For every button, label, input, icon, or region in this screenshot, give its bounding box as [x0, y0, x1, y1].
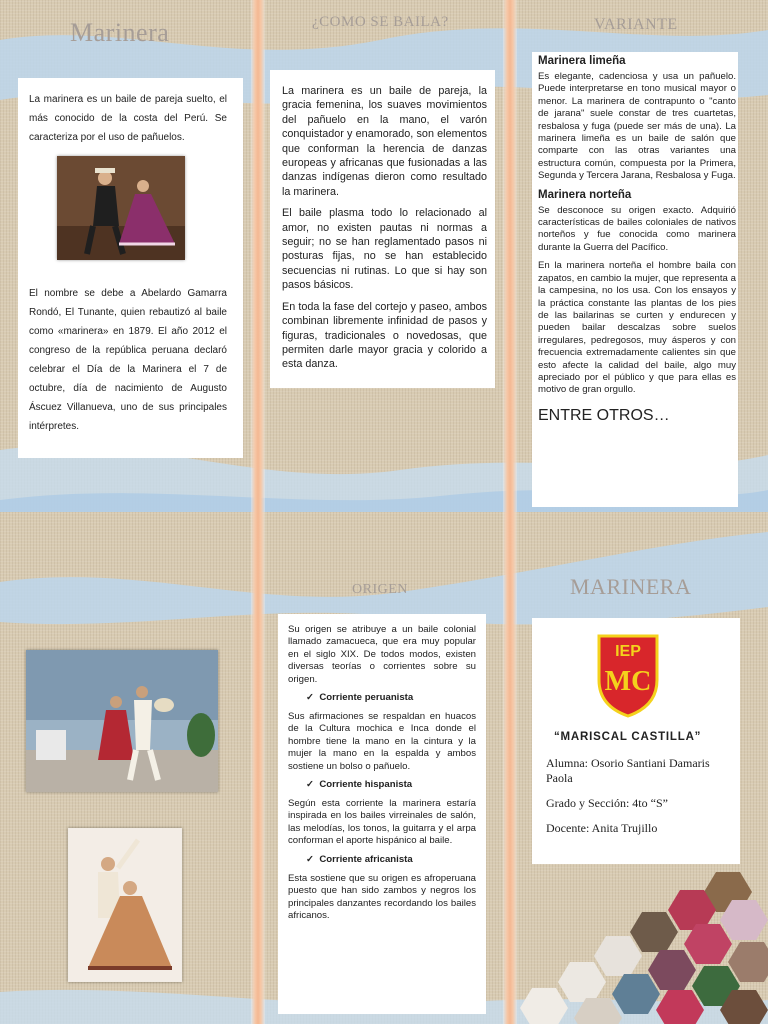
collage-hexagons	[520, 872, 768, 1024]
panel-title-como-se-baila: ¿COMO SE BAILA?	[312, 14, 449, 30]
paragraph: En la marinera norteña el hombre baila con zapatos, en cambio la mujer, que representa a la campesina, no los usa. Con los ensayos y la práctica constante las plantas de los pies de las bailarinas se curten y endurecen y pueden bailar descalzas sobre suelos irregulares, pedregosos, muy ásperos y con frecuencia extremadamente calientes sin que esto afecte la calidad del baile, algo muy apreciado por el público y que para ellas es motivo de gran orgullo.	[538, 260, 736, 396]
origin-content	[288, 624, 476, 922]
paragraph: La marinera es un baile de pareja, la gracia femenina, los suaves movimientos del pañuelo en la mano, el varón conquistador y enamorado, son elementos que conforman la herencia de danzas europeas y africanas que fusionadas a las danzas indígenas dieron como resultado la marinera.	[282, 85, 487, 198]
list-item-label: Corriente hispanista	[319, 779, 413, 791]
logo-text: IEP	[615, 643, 641, 660]
history-paragraph: El nombre se debe a Abelardo Gamarra Rondó, El Tunante, quien rebautizó al baile como «marinera» en 1879. El año 2012 el congreso de la república peruana declaró celebrar el Día de la Marinera el 7 de octubre, día de nacimiento de Augusto Áscuez Villanueva, uno de sus principales intérpretes.	[29, 288, 227, 432]
paragraph: Según esta corriente la marinera estaría inspirada en los bailes virreinales de salón, las melodías, los tonos, la guitarra y el arpa conforman el aporte hispánico al baile.	[288, 798, 476, 847]
hexagon-photo-collage	[508, 866, 768, 1024]
teacher-name: Docente: Anita Trujillo	[546, 821, 658, 835]
couple-dance-photo	[68, 828, 182, 982]
paragraph: El baile plasma todo lo relacionado al amor, no existen pautas ni normas a seguir; no se han reglamentado pasos ni posturas fijas, no se han establecido secuencias ni rutinas. Lo que si hay son pasos básicos.	[282, 207, 487, 292]
fold-divider	[251, 512, 265, 1024]
panel-title-variante: VARIANTE	[594, 16, 678, 33]
panel-title-marinera: Marinera	[70, 18, 170, 47]
dancers-photo	[57, 156, 185, 260]
panel-title-marinera: MARINERA	[570, 574, 692, 599]
subtitle-marinera-nortena: Marinera norteña	[538, 188, 632, 201]
list-item-label: Corriente peruanista	[319, 692, 414, 704]
paragraph: Se desconoce su origen exacto. Adquirió características de bailes coloniales de nativos norteños y fue conocida como marinera durante la Guerra del Pacífico.	[538, 204, 736, 253]
brochure-inside	[0, 512, 768, 1024]
paragraph: Su origen se atribuye a un baile colonial llamado zamacueca, que era muy popular en el siglo XIX. De todos modos, existen diversas teorías o corrientes sobre su origen.	[288, 624, 476, 685]
variants-content	[538, 55, 736, 425]
list-item-label: Corriente africanista	[319, 853, 413, 865]
school-logo	[595, 632, 661, 718]
grade-section: Grado y Sección: 4to “S”	[546, 796, 668, 810]
subtitle-marinera-limena: Marinera limeña	[538, 55, 626, 67]
student-info	[546, 756, 726, 842]
panel-title-origen: ORIGEN	[352, 582, 408, 597]
logo-initials: MC	[604, 666, 652, 697]
street-dance-photo	[26, 650, 218, 792]
intro-paragraph: La marinera es un baile de pareja suelto, el más conocido de la costa del Perú. Se caracteriza por el uso de pañuelos.	[29, 94, 227, 143]
list-item: ✓ Corriente peruanista	[306, 692, 414, 704]
fold-divider	[503, 0, 517, 512]
paragraph: Esta sostiene que su origen es afroperuana puesto que han sido zambos y negros los principales danzantes recordando los bailes africanos.	[288, 872, 476, 921]
school-name: “MARISCAL CASTILLA”	[554, 731, 702, 743]
text-clip	[282, 84, 487, 382]
list-item: ✓ Corriente africanista	[306, 853, 413, 865]
paragraph: Sus afirmaciones se respaldan en huacos de la Cultura mochica e Inca donde el hombre tiene la mano en la cintura y la mujer la mano en la espalda y ambos sostiene un bolso o pañuelo.	[288, 711, 476, 772]
paragraph: Es elegante, cadenciosa y usa un pañuelo. Puede interpretarse en tono musical mayor o menor. La marinera de contrapunto o "canto de jarana" suele constar de tres cuartetas, resbalosa y fuga (puede ser más de una). La marinera limeña es un baile de salón que comparte con las otras variantes una estructura común, compuesta por la Primera, Segunda y Tercera Jarana, Resbalosa y Fuga.	[538, 71, 736, 182]
student-name: Alumna: Osorio Santiani Damaris Paola	[546, 756, 710, 785]
paragraph: En toda la fase del cortejo y paseo, ambos combinan libremente infinidad de pasos y figuras, tradicionales o novedosas, que permiten darle mayor gracia y colorido a esta danza.	[282, 300, 487, 371]
fold-divider	[251, 0, 265, 512]
closing-text: ENTRE OTROS…	[538, 406, 670, 424]
list-item: ✓ Corriente hispanista	[306, 779, 413, 791]
